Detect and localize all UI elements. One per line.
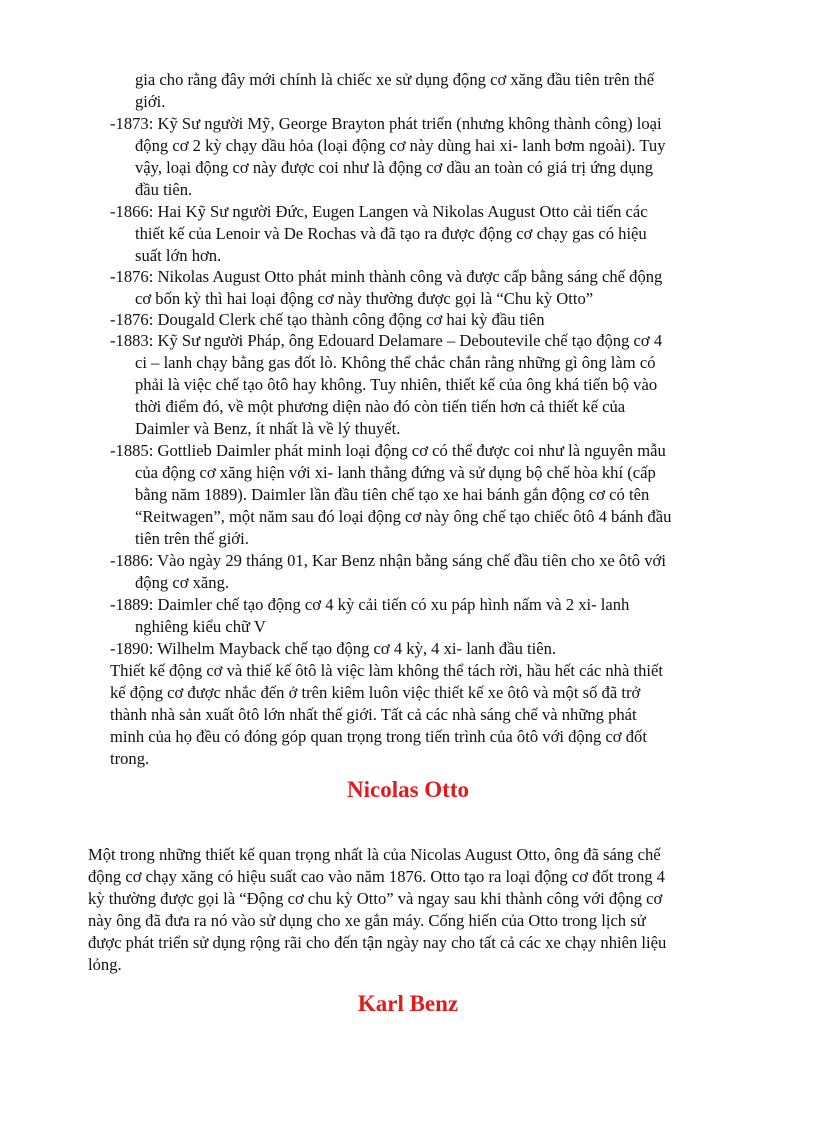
section-heading-nicolas-otto: Nicolas Otto xyxy=(346,777,469,802)
entry-line: thời điểm đó, về một phương diện nào đó còn tiến tiến hơn cả thiết kế của xyxy=(135,397,626,416)
summary-line: minh của họ đều có đóng góp quan trọng trong tiến trình của ôtô với động cơ đốt xyxy=(110,727,647,746)
timeline-entry-1883: -1883: Kỹ Sư người Pháp, ông Edouard Delamare – Deboutevile chế tạo động cơ 4 xyxy=(110,331,663,350)
entry-line: nghiêng kiểu chữ V xyxy=(135,617,266,636)
entry-line: đầu tiên. xyxy=(135,180,193,199)
entry-line: cơ bốn kỳ thì hai loại động cơ này thường được gọi là “Chu kỳ Otto” xyxy=(135,289,594,308)
otto-paragraph-line: Một trong những thiết kế quan trọng nhất là của Nicolas August Otto, ông đã sáng chế xyxy=(88,845,661,864)
summary-line: kế động cơ được nhắc đến ở trên kiêm luôn việc thiết kế xe ôtô và một số đã trở xyxy=(110,683,641,702)
entry-line: suất lớn hơn. xyxy=(135,246,222,265)
otto-paragraph-line: lỏng. xyxy=(88,955,122,974)
timeline-entry-1876-otto: -1876: Nikolas August Otto phát minh thành công và được cấp bằng sáng chế động xyxy=(110,267,663,286)
section-heading-karl-benz: Karl Benz xyxy=(357,991,459,1016)
timeline-entry-1866: -1866: Hai Kỹ Sư người Đức, Eugen Langen và Nikolas August Otto cải tiến các xyxy=(110,202,648,221)
otto-paragraph-line: này ông đã đưa ra nó vào sử dụng cho xe gắn máy. Cống hiến của Otto trong lịch sử xyxy=(88,911,646,930)
timeline-entry-1886: -1886: Vào ngày 29 tháng 01, Kar Benz nhận bằng sáng chế đầu tiên cho xe ôtô với xyxy=(110,551,666,570)
entry-line: bằng năm 1889). Daimler lần đầu tiên chế tạo xe hai bánh gắn động cơ có tên xyxy=(135,485,650,504)
timeline-entry-1885: -1885: Gottlieb Daimler phát minh loại động cơ có thể được coi như là nguyên mẫu xyxy=(110,441,666,460)
timeline-entry-1889: -1889: Daimler chế tạo động cơ 4 kỳ cải tiến có xu páp hình nấm và 2 xi- lanh xyxy=(110,595,630,614)
timeline-entry-1876-clerk: -1876: Dougald Clerk chế tạo thành công động cơ hai kỳ đầu tiên xyxy=(110,310,545,329)
entry-line: tiên trên thế giới. xyxy=(135,529,249,548)
summary-line: Thiết kế động cơ và thiế kế ôtô là việc làm không thể tách rời, hầu hết các nhà thiết xyxy=(110,661,663,680)
otto-paragraph-line: kỳ thường được gọi là “Động cơ chu kỳ Otto” và ngay sau khi thành công với động cơ xyxy=(88,889,663,908)
entry-line: ci – lanh chạy bằng gas đốt lò. Không thể chắc chắn rằng những gì ông làm có xyxy=(135,353,656,372)
otto-paragraph-line: động cơ chạy xăng có hiệu suất cao vào năm 1876. Otto tạo ra loại động cơ đốt trong 4 xyxy=(88,867,665,886)
entry-line: phải là việc chế tạo ôtô hay không. Tuy nhiên, thiết kế của ông khá tiến bộ vào xyxy=(135,375,658,394)
entry-line: động cơ xăng. xyxy=(135,573,230,592)
entry-line: giới. xyxy=(135,92,166,111)
entry-line: thiết kế của Lenoir và De Rochas và đã tạo ra được động cơ chạy gas có hiệu xyxy=(135,224,647,243)
entry-line: gia cho rằng đây mới chính là chiếc xe sử dụng động cơ xăng đầu tiên trên thế xyxy=(135,70,655,89)
timeline-entry-1890: -1890: Wilhelm Mayback chế tạo động cơ 4 kỳ, 4 xi- lanh đầu tiên. xyxy=(110,639,557,658)
summary-line: thành nhà sản xuất ôtô lớn nhất thế giới. Tất cả các nhà sáng chế và những phát xyxy=(110,705,637,724)
entry-line: “Reitwagen”, một năm sau đó loại động cơ này ông chế tạo chiếc ôtô 4 bánh đầu xyxy=(135,507,672,526)
timeline-entry-1873: -1873: Kỹ Sư người Mỹ, George Brayton phát triển (nhưng không thành công) loại xyxy=(110,114,662,133)
entry-line: của động cơ xăng hiện với xi- lanh thẳng đứng và sử dụng bộ chế hòa khí (cấp xyxy=(135,463,656,482)
entry-line: Daimler và Benz, ít nhất là về lý thuyết. xyxy=(135,419,401,438)
entry-line: vậy, loại động cơ này được coi như là động cơ dầu an toàn có giá trị ứng dụng xyxy=(135,158,654,177)
summary-line: trong. xyxy=(110,749,150,768)
otto-paragraph-line: được phát triển sử dụng rộng rãi cho đến tận ngày nay cho tất cả các xe chạy nhiên liệu xyxy=(88,933,667,952)
entry-line: động cơ 2 kỳ chạy dầu hỏa (loại động cơ này dùng hai xi- lanh bơm ngoài). Tuy xyxy=(135,136,666,155)
